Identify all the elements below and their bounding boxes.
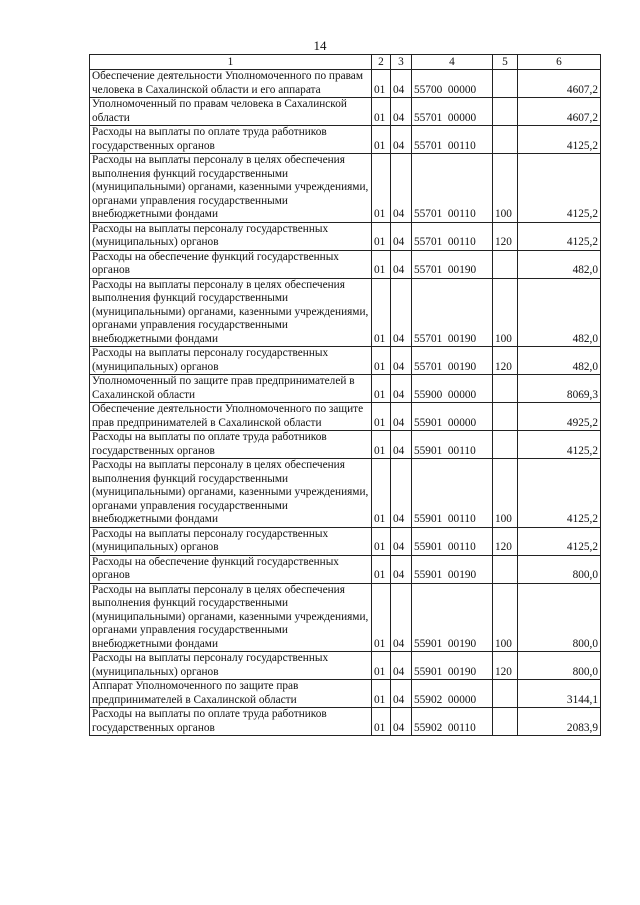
section-cell: 01	[372, 70, 391, 98]
subsection-cell: 04	[391, 403, 412, 431]
name-cell: Расходы на обеспечение функций государственных органов	[90, 555, 372, 583]
name-cell: Расходы на выплаты по оплате труда работников государственных органов	[90, 708, 372, 736]
target-article-cell: 55701 00000	[412, 98, 493, 126]
target-article-cell: 55701 00190	[412, 347, 493, 375]
target-article-cell: 55901 00110	[412, 431, 493, 459]
amount-cell: 482,0	[518, 278, 601, 347]
name-cell: Расходы на выплаты персоналу в целях обеспечения выполнения функций государственными (муниципальными) органами, казенными учреждениями, органами управления государственными внебюджетными фондами	[90, 583, 372, 652]
header-cell: 3	[391, 55, 412, 70]
name-cell: Обеспечение деятельности Уполномоченного по защите прав предпринимателей в Сахалинской области	[90, 403, 372, 431]
table-row	[90, 652, 601, 680]
name-cell: Аппарат Уполномоченного по защите прав предпринимателей в Сахалинской области	[90, 680, 372, 708]
section-cell: 01	[372, 98, 391, 126]
header-cell: 4	[412, 55, 493, 70]
subsection-cell: 04	[391, 527, 412, 555]
expense-type-cell: 100	[493, 583, 518, 652]
section-cell: 01	[372, 652, 391, 680]
header-cell: 1	[90, 55, 372, 70]
subsection-cell: 04	[391, 431, 412, 459]
section-cell: 01	[372, 583, 391, 652]
expense-type-cell	[493, 126, 518, 154]
target-article-cell: 55901 00110	[412, 527, 493, 555]
name-cell: Расходы на выплаты персоналу государственных (муниципальных) органов	[90, 652, 372, 680]
expense-type-cell: 120	[493, 222, 518, 250]
target-article-cell: 55901 00110	[412, 459, 493, 528]
subsection-cell: 04	[391, 652, 412, 680]
table-row	[90, 583, 601, 652]
subsection-cell: 04	[391, 680, 412, 708]
amount-cell: 4925,2	[518, 403, 601, 431]
header-cell: 2	[372, 55, 391, 70]
target-article-cell: 55902 00000	[412, 680, 493, 708]
table-row	[90, 98, 601, 126]
amount-cell: 4125,2	[518, 126, 601, 154]
table-row	[90, 222, 601, 250]
header-row	[90, 55, 601, 70]
target-article-cell: 55701 00110	[412, 222, 493, 250]
subsection-cell: 04	[391, 98, 412, 126]
target-article-cell: 55901 00190	[412, 652, 493, 680]
target-article-cell: 55701 00110	[412, 154, 493, 223]
amount-cell: 800,0	[518, 555, 601, 583]
target-article-cell: 55900 00000	[412, 375, 493, 403]
subsection-cell: 04	[391, 459, 412, 528]
expense-type-cell: 120	[493, 527, 518, 555]
name-cell: Обеспечение деятельности Уполномоченного по правам человека в Сахалинской области и его аппарата	[90, 70, 372, 98]
expense-type-cell: 100	[493, 278, 518, 347]
section-cell: 01	[372, 431, 391, 459]
section-cell: 01	[372, 527, 391, 555]
target-article-cell: 55901 00190	[412, 555, 493, 583]
expense-type-cell	[493, 708, 518, 736]
target-article-cell: 55901 00000	[412, 403, 493, 431]
name-cell: Расходы на обеспечение функций государственных органов	[90, 250, 372, 278]
target-article-cell: 55902 00110	[412, 708, 493, 736]
table-row	[90, 347, 601, 375]
table-row	[90, 403, 601, 431]
subsection-cell: 04	[391, 347, 412, 375]
section-cell: 01	[372, 403, 391, 431]
expense-type-cell: 120	[493, 652, 518, 680]
name-cell: Расходы на выплаты по оплате труда работников государственных органов	[90, 431, 372, 459]
amount-cell: 3144,1	[518, 680, 601, 708]
table-row	[90, 250, 601, 278]
subsection-cell: 04	[391, 583, 412, 652]
subsection-cell: 04	[391, 708, 412, 736]
target-article-cell: 55701 00190	[412, 278, 493, 347]
subsection-cell: 04	[391, 126, 412, 154]
table-row	[90, 70, 601, 98]
header-cell: 6	[518, 55, 601, 70]
target-article-cell: 55701 00190	[412, 250, 493, 278]
target-article-cell: 55701 00110	[412, 126, 493, 154]
section-cell: 01	[372, 375, 391, 403]
section-cell: 01	[372, 555, 391, 583]
subsection-cell: 04	[391, 375, 412, 403]
amount-cell: 800,0	[518, 583, 601, 652]
name-cell: Уполномоченный по правам человека в Сахалинской области	[90, 98, 372, 126]
amount-cell: 4125,2	[518, 154, 601, 223]
expense-type-cell	[493, 403, 518, 431]
subsection-cell: 04	[391, 222, 412, 250]
name-cell: Уполномоченный по защите прав предпринимателей в Сахалинской области	[90, 375, 372, 403]
name-cell: Расходы на выплаты персоналу государственных (муниципальных) органов	[90, 527, 372, 555]
page-number: 14	[313, 38, 327, 53]
table-body	[90, 70, 601, 736]
amount-cell: 2083,9	[518, 708, 601, 736]
expense-type-cell	[493, 250, 518, 278]
header-cell: 5	[493, 55, 518, 70]
section-cell: 01	[372, 708, 391, 736]
name-cell: Расходы на выплаты по оплате труда работников государственных органов	[90, 126, 372, 154]
amount-cell: 4125,2	[518, 431, 601, 459]
name-cell: Расходы на выплаты персоналу государственных (муниципальных) органов	[90, 222, 372, 250]
expense-type-cell	[493, 98, 518, 126]
table-row	[90, 126, 601, 154]
subsection-cell: 04	[391, 250, 412, 278]
section-cell: 01	[372, 680, 391, 708]
section-cell: 01	[372, 459, 391, 528]
section-cell: 01	[372, 278, 391, 347]
table-row	[90, 680, 601, 708]
expense-type-cell	[493, 680, 518, 708]
target-article-cell: 55901 00190	[412, 583, 493, 652]
table-row	[90, 431, 601, 459]
expense-type-cell	[493, 70, 518, 98]
section-cell: 01	[372, 222, 391, 250]
budget-table	[89, 54, 601, 736]
section-cell: 01	[372, 154, 391, 223]
name-cell: Расходы на выплаты персоналу в целях обеспечения выполнения функций государственными (муниципальными) органами, казенными учреждениями, органами управления государственными внебюджетными фондами	[90, 459, 372, 528]
subsection-cell: 04	[391, 555, 412, 583]
table-row	[90, 154, 601, 223]
table-row	[90, 459, 601, 528]
subsection-cell: 04	[391, 278, 412, 347]
amount-cell: 482,0	[518, 250, 601, 278]
expense-type-cell: 120	[493, 347, 518, 375]
expense-type-cell	[493, 431, 518, 459]
subsection-cell: 04	[391, 70, 412, 98]
table-row	[90, 278, 601, 347]
amount-cell: 4125,2	[518, 459, 601, 528]
expense-type-cell	[493, 375, 518, 403]
amount-cell: 4125,2	[518, 222, 601, 250]
name-cell: Расходы на выплаты персоналу в целях обеспечения выполнения функций государственными (муниципальными) органами, казенными учреждениями, органами управления государственными внебюджетными фондами	[90, 154, 372, 223]
section-cell: 01	[372, 347, 391, 375]
expense-type-cell: 100	[493, 154, 518, 223]
section-cell: 01	[372, 250, 391, 278]
target-article-cell: 55700 00000	[412, 70, 493, 98]
table-row	[90, 708, 601, 736]
section-cell: 01	[372, 126, 391, 154]
amount-cell: 482,0	[518, 347, 601, 375]
expense-type-cell	[493, 555, 518, 583]
amount-cell: 8069,3	[518, 375, 601, 403]
amount-cell: 4607,2	[518, 70, 601, 98]
expense-type-cell: 100	[493, 459, 518, 528]
subsection-cell: 04	[391, 154, 412, 223]
name-cell: Расходы на выплаты персоналу в целях обеспечения выполнения функций государственными (муниципальными) органами, казенными учреждениями, органами управления государственными внебюджетными фондами	[90, 278, 372, 347]
amount-cell: 800,0	[518, 652, 601, 680]
amount-cell: 4125,2	[518, 527, 601, 555]
amount-cell: 4607,2	[518, 98, 601, 126]
table-row	[90, 527, 601, 555]
table-row	[90, 375, 601, 403]
table-row	[90, 555, 601, 583]
name-cell: Расходы на выплаты персоналу государственных (муниципальных) органов	[90, 347, 372, 375]
